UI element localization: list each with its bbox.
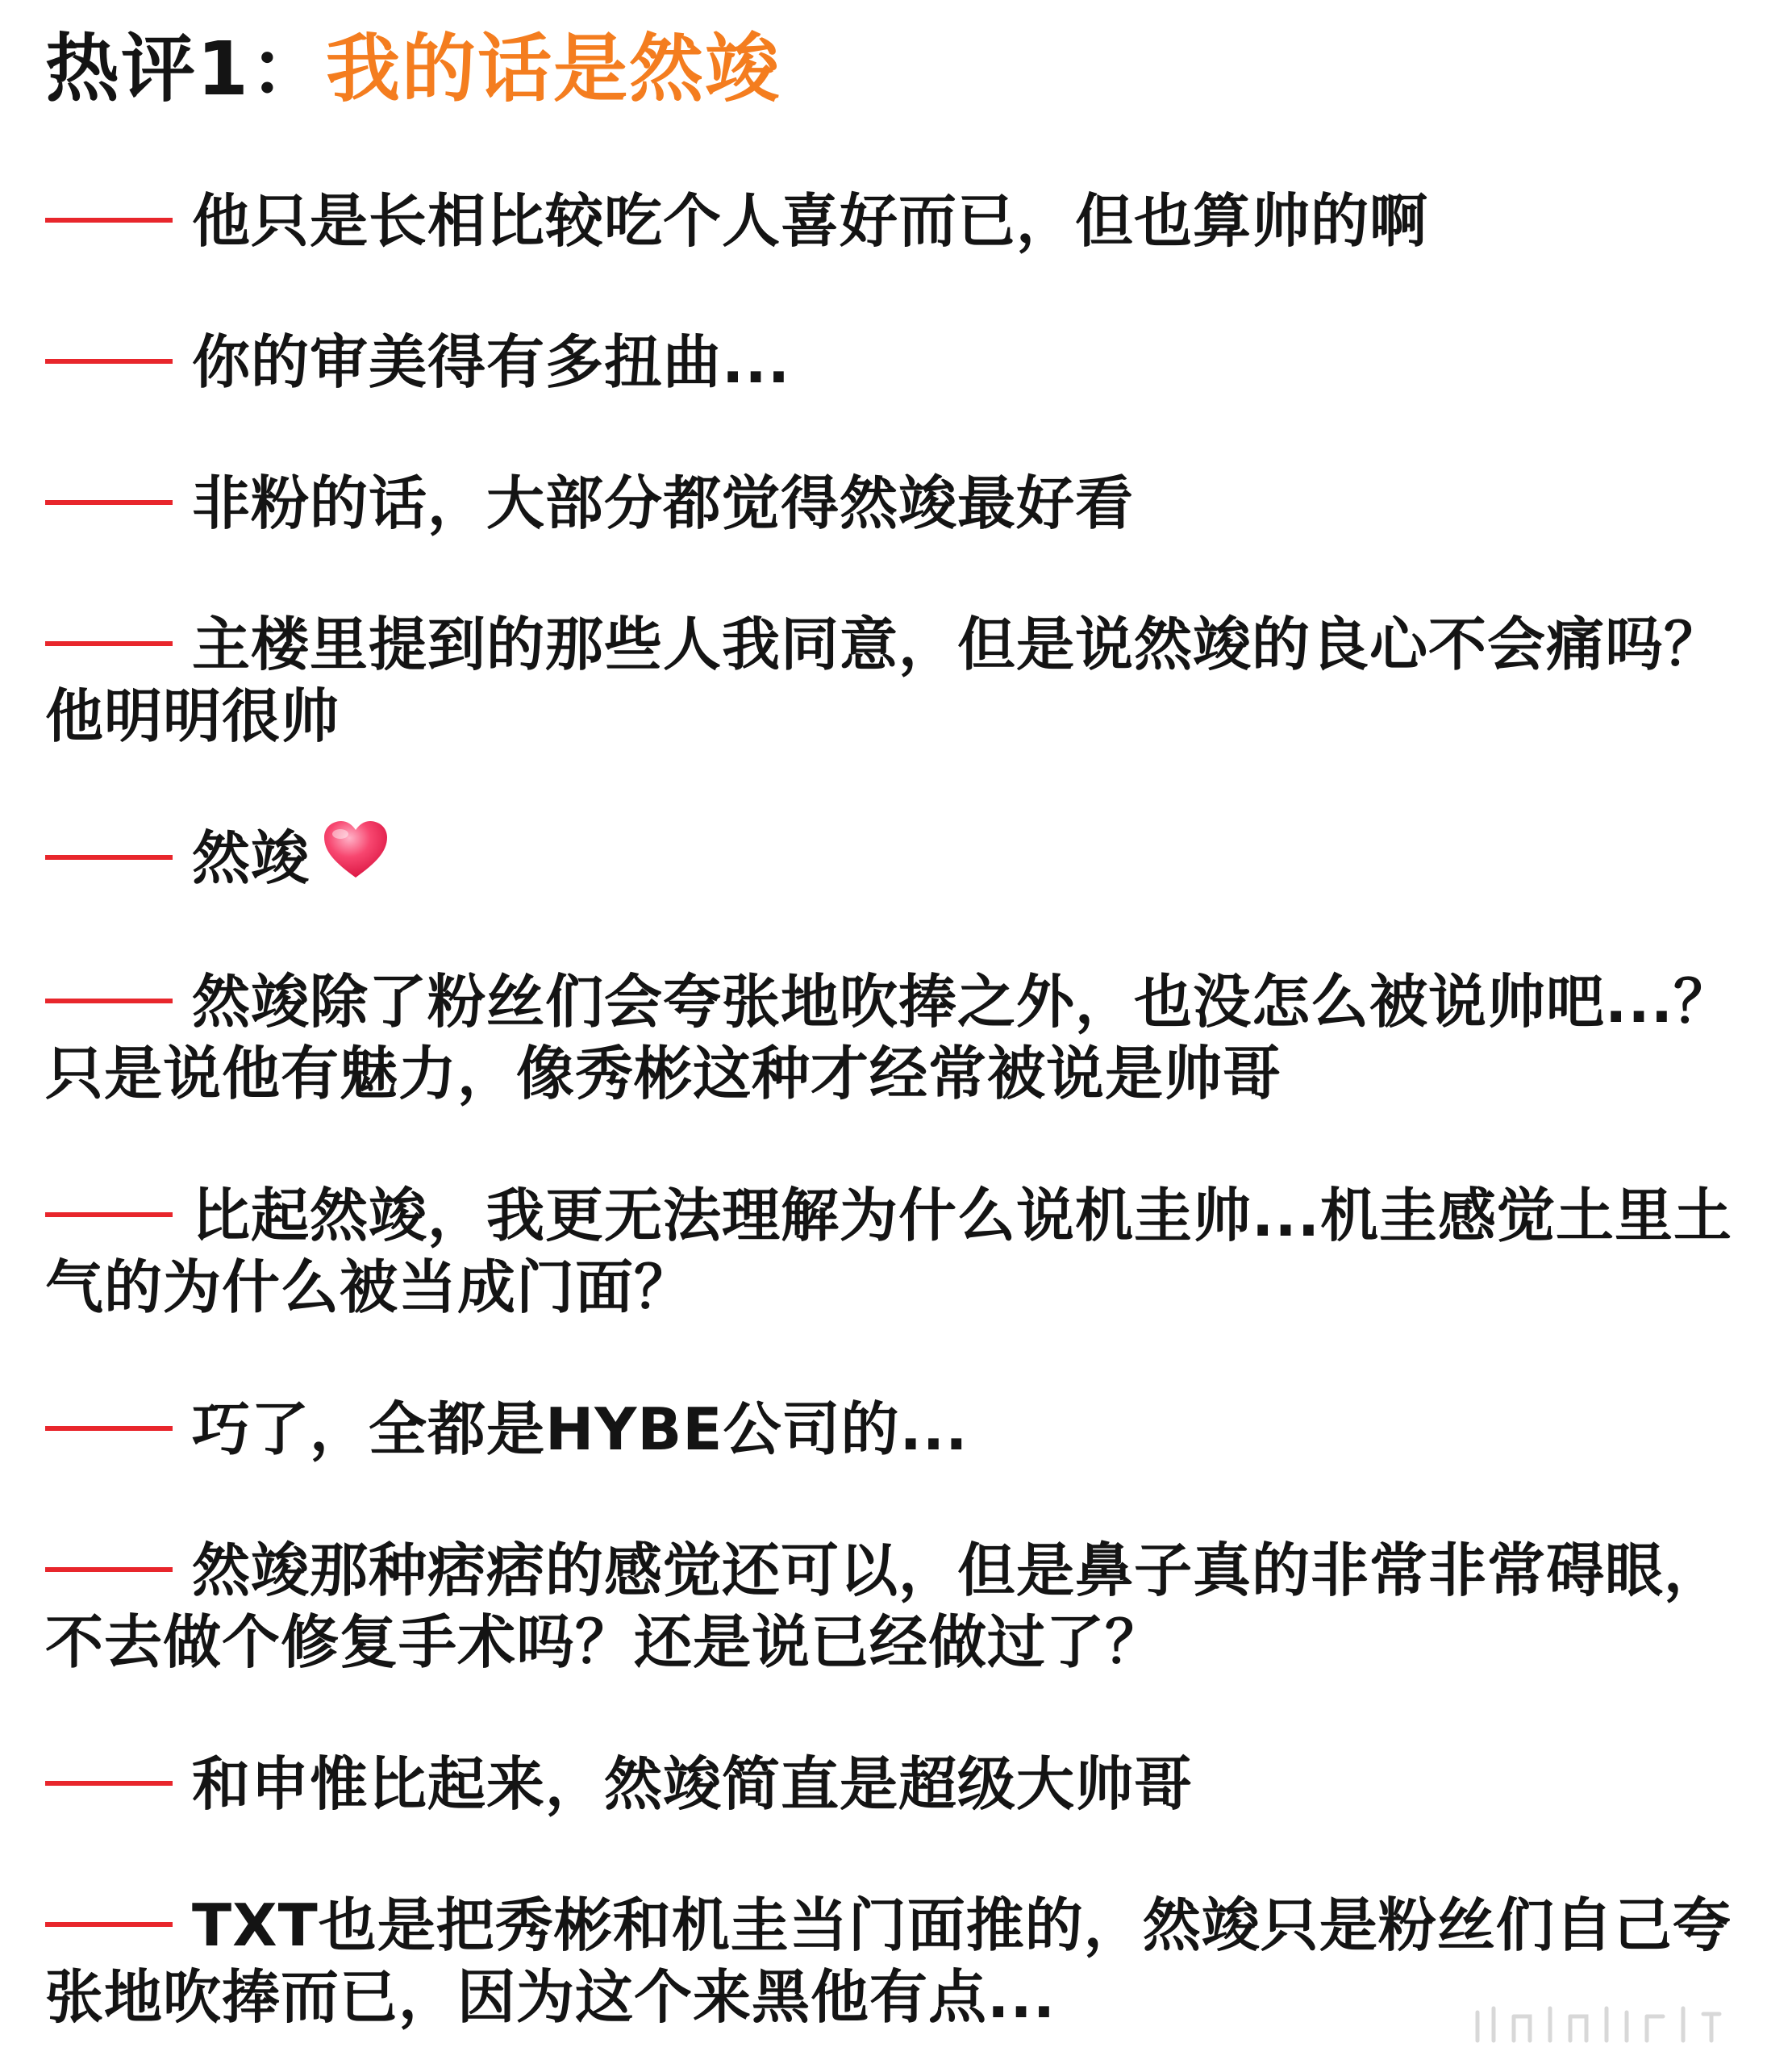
comment-item: [45, 1180, 1747, 1324]
watermark-logo: [1469, 1996, 1727, 2053]
comment-item: [45, 966, 1747, 1110]
comment-item: [45, 186, 1747, 257]
title-highlight: 我的话是然竣: [326, 26, 781, 112]
dash-marker: [45, 855, 173, 860]
comment-text: 巧了，全都是HYBE公司的...: [192, 1395, 969, 1463]
dash-marker: [45, 999, 173, 1003]
comment-text: 非粉的话，大部分都觉得然竣最好看: [192, 469, 1135, 537]
dash-marker: [45, 1212, 173, 1217]
comment-text: 比起然竣，我更无法理解为什么说机圭帅...机圭感觉土里土气的为什么被当成门面？: [45, 1182, 1733, 1321]
heart-emoji-icon: [323, 819, 389, 895]
comment-item: [45, 327, 1747, 398]
comment-item: [45, 1749, 1747, 1820]
dash-marker: [45, 500, 173, 505]
comment-item: [45, 609, 1747, 753]
comment-text: 他只是长相比较吃个人喜好而已，但也算帅的啊: [192, 187, 1429, 255]
dash-marker: [45, 359, 173, 364]
dash-marker: [45, 218, 173, 223]
dash-marker: [45, 1922, 173, 1927]
comment-text: 然竣除了粉丝们会夸张地吹捧之外，也没怎么被说帅吧...？只是说他有魅力，像秀彬这种才经常被说是帅哥: [45, 968, 1733, 1107]
comment-text: 然竣: [192, 824, 310, 892]
comment-text: 和申惟比起来，然竣简直是超级大帅哥: [192, 1750, 1194, 1818]
dash-marker: [45, 1567, 173, 1572]
page-title: [45, 21, 781, 118]
comment-item: [45, 1535, 1747, 1678]
dash-marker: [45, 1426, 173, 1431]
comment-text: 主楼里提到的那些人我同意，但是说然竣的良心不会痛吗？他明明很帅: [45, 611, 1723, 750]
comment-item: [45, 1394, 1747, 1466]
comment-text: 然竣那种痞痞的感觉还可以，但是鼻子真的非常非常碍眼，不去做个修复手术吗？还是说已经做过了？: [45, 1537, 1723, 1676]
comment-text: 你的审美得有多扭曲...: [192, 328, 791, 396]
title-prefix: 热评1：: [45, 26, 327, 112]
dash-marker: [45, 1781, 173, 1786]
dash-marker: [45, 641, 173, 646]
comment-item: [45, 468, 1747, 540]
comment-item: [45, 823, 1747, 900]
comment-text: TXT也是把秀彬和机圭当门面推的，然竣只是粉丝们自己夸张地吹捧而已，因为这个来黑他有点...: [45, 1891, 1732, 2031]
